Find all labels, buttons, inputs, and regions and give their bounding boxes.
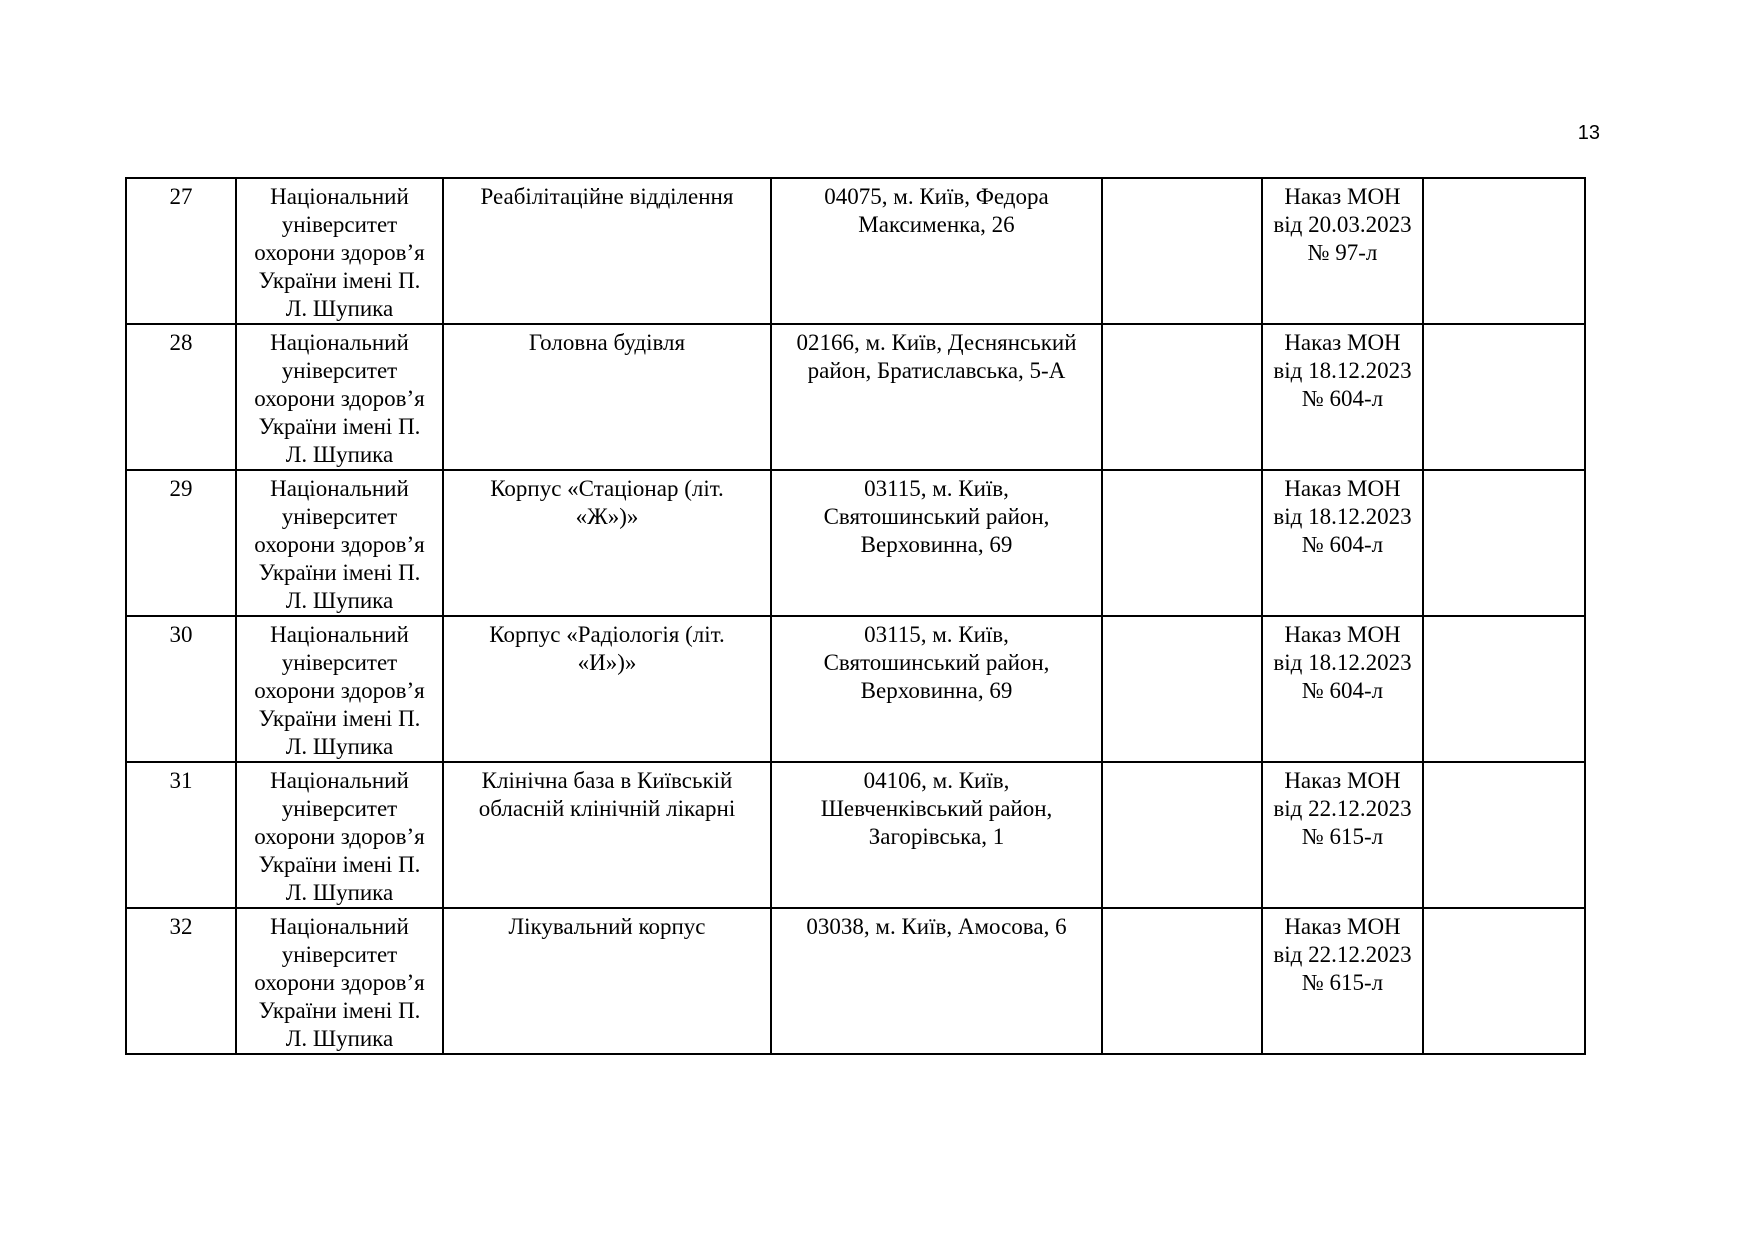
order-line: № 615-л [1301, 824, 1384, 849]
institution-cell [236, 324, 443, 470]
institution-cell [236, 762, 443, 908]
object-line: Корпус «Радіологія (літ. [489, 622, 725, 647]
address-cell [771, 178, 1102, 324]
institution-line: університет [281, 504, 398, 529]
address-cell [771, 470, 1102, 616]
institution-line: університет [281, 650, 398, 675]
table-body [126, 178, 1585, 1054]
object-line: Реабілітаційне відділення [480, 184, 734, 209]
order-line: Наказ МОН [1284, 476, 1401, 501]
institution-line: України імені П. [258, 268, 421, 293]
institution-line: Л. Шупика [285, 296, 394, 321]
institution-line: Національний [270, 622, 409, 647]
object-cell [443, 470, 771, 616]
empty-cell [1102, 470, 1262, 616]
institution-line: України імені П. [258, 852, 421, 877]
order-line: № 604-л [1301, 678, 1384, 703]
table-row [126, 324, 1585, 470]
empty-cell [1102, 616, 1262, 762]
address-line: Загорівська, 1 [868, 824, 1005, 849]
institution-line: Л. Шупика [285, 880, 394, 905]
address-line: Святошинський район, [823, 650, 1050, 675]
order-line: Наказ МОН [1284, 768, 1401, 793]
institution-line: університет [281, 212, 398, 237]
institution-line: охорони здоров’я [254, 824, 425, 849]
order-line: № 615-л [1301, 970, 1384, 995]
page-number: 13 [1577, 122, 1600, 144]
address-line: Шевченківський район, [820, 796, 1053, 821]
order-line: від 20.03.2023 [1273, 212, 1412, 237]
address-line: район, Братиславська, 5-А [807, 358, 1066, 383]
order-line: від 18.12.2023 [1273, 650, 1412, 675]
address-line: 03038, м. Київ, Амосова, 6 [806, 914, 1067, 939]
object-line: «И»)» [577, 650, 637, 675]
object-cell [443, 616, 771, 762]
address-cell [771, 908, 1102, 1054]
address-line: 03115, м. Київ, [864, 476, 1009, 501]
institution-line: Національний [270, 768, 409, 793]
table-row [126, 762, 1585, 908]
order-line: Наказ МОН [1284, 914, 1401, 939]
institution-cell [236, 470, 443, 616]
address-line: Верховинна, 69 [860, 678, 1013, 703]
table-row [126, 178, 1585, 324]
order-line: Наказ МОН [1284, 622, 1401, 647]
institution-line: університет [281, 358, 398, 383]
institution-line: університет [281, 796, 398, 821]
institution-line: України імені П. [258, 414, 421, 439]
order-line: Наказ МОН [1284, 330, 1401, 355]
order-cell [1262, 178, 1423, 324]
address-line: 04106, м. Київ, [863, 768, 1010, 793]
address-line: Максименка, 26 [858, 212, 1015, 237]
institution-line: Національний [270, 330, 409, 355]
table-row [126, 470, 1585, 616]
object-cell [443, 324, 771, 470]
order-line: від 18.12.2023 [1273, 504, 1412, 529]
institution-line: охорони здоров’я [254, 532, 425, 557]
object-line: «Ж»)» [575, 504, 639, 529]
table-row [126, 908, 1585, 1054]
empty-cell [1423, 178, 1585, 324]
registry-table [125, 177, 1586, 1055]
address-cell [771, 762, 1102, 908]
institution-line: Л. Шупика [285, 734, 394, 759]
institution-line: університет [281, 942, 398, 967]
institution-line: Л. Шупика [285, 1026, 394, 1051]
institution-line: Національний [270, 476, 409, 501]
institution-line: охорони здоров’я [254, 970, 425, 995]
institution-line: Л. Шупика [285, 442, 394, 467]
institution-line: Національний [270, 914, 409, 939]
order-line: Наказ МОН [1284, 184, 1401, 209]
order-line: від 22.12.2023 [1273, 796, 1412, 821]
order-cell [1262, 470, 1423, 616]
object-line: обласній клінічній лікарні [478, 796, 736, 821]
institution-line: України імені П. [258, 560, 421, 585]
empty-cell [1102, 908, 1262, 1054]
empty-cell [1423, 908, 1585, 1054]
institution-line: Л. Шупика [285, 588, 394, 613]
address-line: 04075, м. Київ, Федора [824, 184, 1049, 209]
table-row [126, 616, 1585, 762]
row-number-cell: 27 [126, 178, 236, 324]
row-number-cell: 30 [126, 616, 236, 762]
order-cell [1262, 616, 1423, 762]
row-number-cell: 28 [126, 324, 236, 470]
empty-cell [1102, 762, 1262, 908]
empty-cell [1423, 324, 1585, 470]
institution-line: України імені П. [258, 706, 421, 731]
row-number-cell: 32 [126, 908, 236, 1054]
institution-cell [236, 616, 443, 762]
address-line: Святошинський район, [823, 504, 1050, 529]
institution-line: охорони здоров’я [254, 678, 425, 703]
order-cell [1262, 908, 1423, 1054]
order-cell [1262, 762, 1423, 908]
order-line: від 22.12.2023 [1273, 942, 1412, 967]
object-line: Лікувальний корпус [508, 914, 706, 939]
empty-cell [1423, 470, 1585, 616]
object-cell [443, 762, 771, 908]
object-line: Корпус «Стаціонар (літ. [490, 476, 724, 501]
address-line: Верховинна, 69 [860, 532, 1013, 557]
empty-cell [1102, 324, 1262, 470]
order-cell [1262, 324, 1423, 470]
object-line: Клінічна база в Київській [481, 768, 733, 793]
empty-cell [1423, 762, 1585, 908]
order-line: № 604-л [1301, 386, 1384, 411]
row-number-cell: 31 [126, 762, 236, 908]
empty-cell [1423, 616, 1585, 762]
address-line: 02166, м. Київ, Деснянський [796, 330, 1077, 355]
order-line: № 97-л [1307, 240, 1378, 265]
object-cell [443, 178, 771, 324]
institution-line: України імені П. [258, 998, 421, 1023]
address-cell [771, 616, 1102, 762]
address-line: 03115, м. Київ, [864, 622, 1009, 647]
row-number-cell: 29 [126, 470, 236, 616]
order-line: від 18.12.2023 [1273, 358, 1412, 383]
institution-cell [236, 908, 443, 1054]
address-cell [771, 324, 1102, 470]
institution-line: Національний [270, 184, 409, 209]
object-cell [443, 908, 771, 1054]
institution-cell [236, 178, 443, 324]
order-line: № 604-л [1301, 532, 1384, 557]
object-line: Головна будівля [528, 330, 686, 355]
empty-cell [1102, 178, 1262, 324]
institution-line: охорони здоров’я [254, 240, 425, 265]
institution-line: охорони здоров’я [254, 386, 425, 411]
